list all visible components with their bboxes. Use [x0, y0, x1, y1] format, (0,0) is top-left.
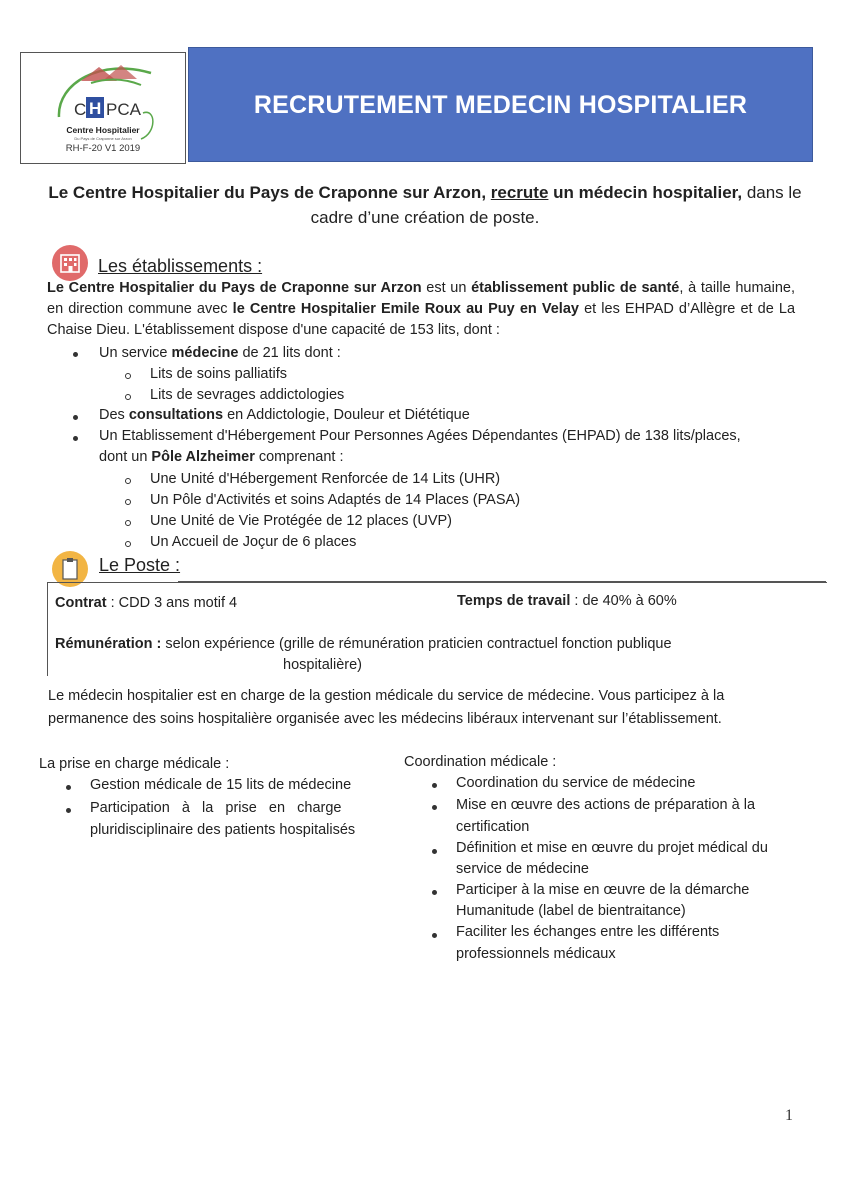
poste-description-line2: permanence des soins hospitalière organisée avec les médecins libéraux intervenant sur l’établissement.: [48, 711, 722, 727]
text-bold: médecine: [171, 345, 239, 361]
bullet-circle: [125, 394, 131, 400]
list-item: Lits de soins palliatifs: [150, 366, 288, 382]
list-item: Faciliter les échanges entre les différents: [456, 924, 720, 940]
text: de 21 lits dont :: [238, 345, 341, 361]
bullet-dot: [73, 436, 78, 441]
page-number: 1: [785, 1107, 793, 1124]
remuneration-value: selon expérience (grille de rémunération praticien contractuel fonction publique: [161, 636, 672, 652]
contrat-value: : CDD 3 ans motif 4: [106, 595, 238, 611]
intro-part4: dans le: [742, 183, 802, 202]
page-title: RECRUTEMENT MEDECIN HOSPITALIER: [253, 91, 748, 119]
bullet-circle: [125, 541, 131, 547]
list-item: service de médecine: [456, 861, 589, 877]
svg-text:PCA: PCA: [106, 100, 141, 119]
list-item: Coordination du service de médecine: [456, 775, 696, 791]
list-item: Un Accueil de Joçur de 6 places: [150, 534, 357, 550]
etab-text-1: est un: [421, 280, 472, 296]
contrat-label: Contrat: [55, 595, 107, 611]
list-item: pluridisciplinaire des patients hospitalisés: [90, 822, 356, 838]
logo-subtitle: Centre Hospitalier: [66, 125, 140, 135]
temps-field: [457, 591, 677, 612]
svg-text:C: C: [74, 100, 87, 119]
intro-text: [40, 180, 810, 230]
list-item: Humanitude (label de bientraitance): [456, 903, 686, 919]
intro-part1: Le Centre Hospitalier du Pays de Craponne sur Arzon,: [48, 183, 491, 202]
etab-status: établissement public de santé: [471, 280, 680, 296]
temps-label: Temps de travail: [457, 593, 571, 609]
poste-info-box: [47, 582, 827, 676]
list-item: [99, 447, 344, 468]
bullet-circle: [125, 520, 131, 526]
bullet-dot: [432, 890, 437, 895]
intro-recrute: recrute: [490, 183, 549, 202]
svg-text:H: H: [89, 99, 102, 118]
list-item: Participer à la mise en œuvre de la démarche: [456, 882, 750, 898]
bullet-circle: [125, 478, 131, 484]
text: Des: [99, 407, 129, 423]
bullet-dot: [73, 352, 78, 357]
text: Un service: [99, 345, 172, 361]
list-item: Participation à la prise en charge: [90, 800, 342, 816]
list-item: [99, 343, 341, 364]
bullet-circle: [125, 499, 131, 505]
intro-line2: cadre d’une création de poste.: [310, 208, 540, 227]
list-item: Gestion médicale de 15 lits de médecine: [90, 777, 352, 793]
text: dont un: [99, 449, 152, 465]
list-item: Un Pôle d'Activités et soins Adaptés de 14 Places (PASA): [150, 492, 521, 508]
header-banner: [188, 47, 813, 162]
section-title-poste: Le Poste :: [99, 555, 181, 575]
list-item: Définition et mise en œuvre du projet médical du: [456, 840, 768, 856]
list-item: professionnels médicaux: [456, 946, 616, 962]
list-item: Une Unité d'Hébergement Renforcée de 14 Lits (UHR): [150, 471, 501, 487]
prise-en-charge-title: La prise en charge médicale :: [39, 756, 230, 772]
etab-name: Le Centre Hospitalier du Pays de Craponne sur Arzon: [47, 280, 422, 296]
etab-text-3: et les EHPAD d’Allègre et de La Chaise Dieu. L'établissement dispose d'une capacité de 153 lits, dont :: [47, 301, 796, 338]
bullet-dot: [432, 805, 437, 810]
list-item: Lits de sevrages addictologies: [150, 387, 345, 403]
list-item: Mise en œuvre des actions de préparation à la: [456, 797, 756, 813]
remuneration-field: [55, 634, 775, 655]
document-code: RH-F-20 V1 2019: [65, 143, 141, 154]
bullet-dot: [66, 785, 71, 790]
hospital-building-icon: [52, 245, 88, 281]
etab-partner: le Centre Hospitalier Emile Roux au Puy en Velay: [232, 301, 579, 317]
text: comprenant :: [254, 449, 344, 465]
bullet-dot: [73, 415, 78, 420]
text: en Addictologie, Douleur et Diététique: [223, 407, 470, 423]
temps-value: : de 40% à 60%: [570, 593, 677, 609]
logo-tagline: Du Pays de Craponne sur Arzon: [74, 136, 132, 141]
etablissements-paragraph: [47, 278, 795, 341]
remuneration-value-cont: hospitalière): [283, 657, 362, 673]
remuneration-label: Rémunération :: [55, 636, 162, 652]
bullet-dot: [432, 849, 437, 854]
list-item: certification: [456, 819, 530, 835]
list-item: [99, 405, 470, 426]
coordination-title: Coordination médicale :: [404, 754, 557, 770]
section-title-etablissements: Les établissements :: [98, 256, 263, 276]
text-bold: Pôle Alzheimer: [151, 449, 255, 465]
etab-text-2: , à taille humaine, en direction commune avec: [47, 280, 795, 317]
contrat-field: [55, 593, 237, 614]
list-item: Une Unité de Vie Protégée de 12 places (UVP): [150, 513, 452, 529]
poste-description-line1: Le médecin hospitalier est en charge de la gestion médicale du service de médecine. Vous participez à la: [48, 688, 725, 704]
bullet-circle: [125, 373, 131, 379]
logo: [20, 52, 186, 164]
text-bold: consultations: [128, 407, 224, 423]
intro-part3: un médecin hospitalier,: [548, 183, 743, 202]
bullet-dot: [432, 933, 437, 938]
bullet-dot: [66, 808, 71, 813]
list-item: Un Etablissement d'Hébergement Pour Personnes Agées Dépendantes (EHPAD) de 138 lits/places,: [99, 428, 741, 444]
bullet-dot: [432, 783, 437, 788]
